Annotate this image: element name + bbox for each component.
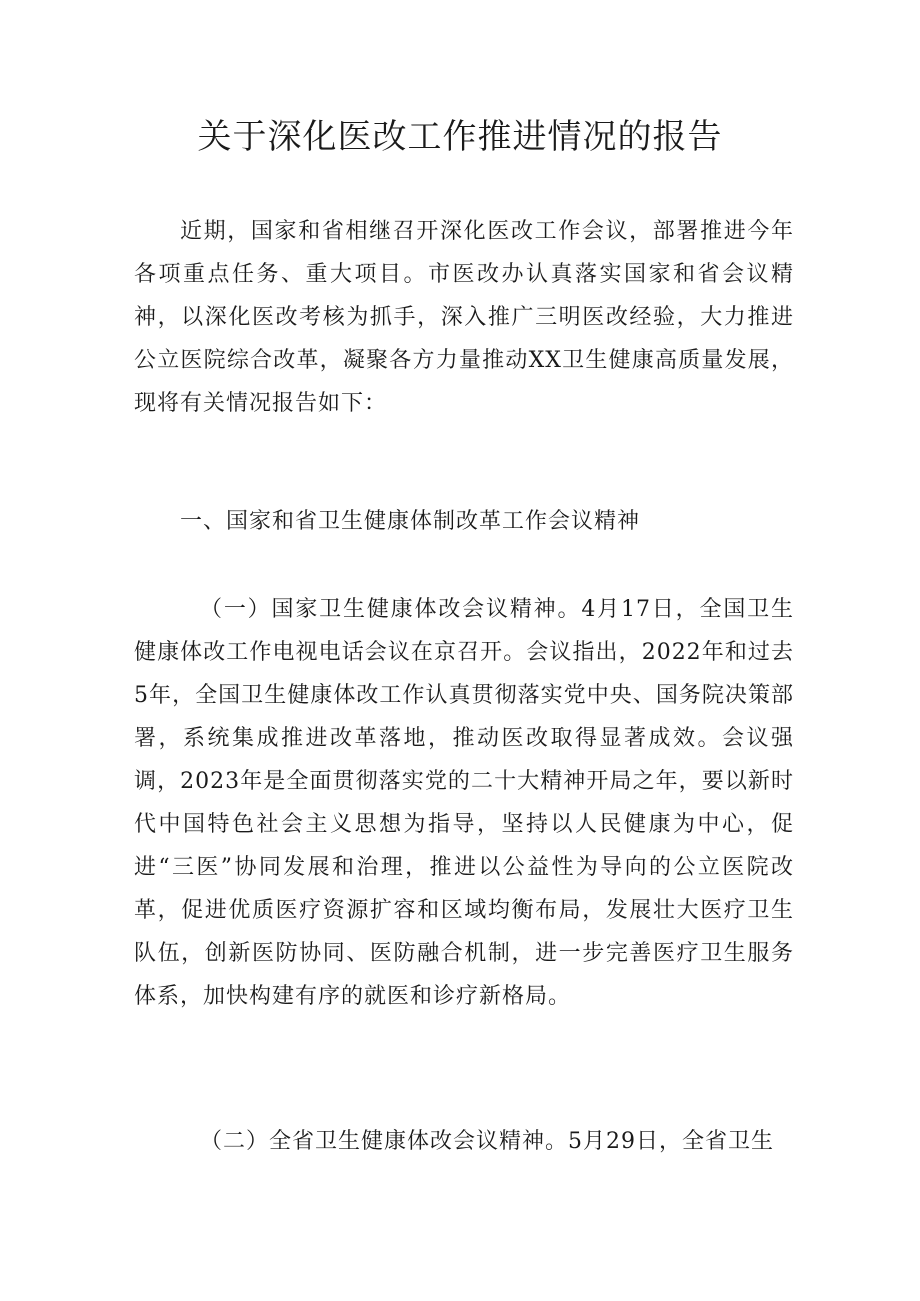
subsection-1-paragraph: （一）国家卫生健康体改会议精神。4月17日，全国卫生健康体改工作电视电话会议在京召开。会议指出，2022年和过去5年，全国卫生健康体改工作认真贯彻落实党中央、国务院决策部署，系统集成推进改革落地，推动医改取得显著成效。会议强调，2023年是全面贯彻落实党的二十大精神开局之年，要以新时代中国特色社会主义思想为指导，坚持以人民健康为中心，促进“三医”协同发展和治理，推进以公益性为导向的公立医院改革，促进优质医疗资源扩容和区域均衡布局，发展壮大医疗卫生队伍，创新医防协同、医防融合机制，进一步完善医疗卫生服务体系，加快构建有序的就医和诊疗新格局。 — [134, 597, 794, 1009]
document-title: 关于深化医改工作推进情况的报告 — [197, 117, 723, 157]
intro-paragraph: 近期，国家和省相继召开深化医改工作会议，部署推进今年各项重点任务、重大项目。市医改办认真落实国家和省会议精神，以深化医改考核为抓手，深入推广三明医改经验，大力推进公立医院综合改革，凝聚各方力量推动XX卫生健康高质量发展，现将有关情况报告如下： — [134, 219, 794, 416]
subsection-2-paragraph: （二）全省卫生健康体改会议精神。5月29日，全省卫生 — [200, 1129, 774, 1154]
section-heading: 一、国家和省卫生健康体制改革工作会议精神 — [180, 509, 641, 534]
